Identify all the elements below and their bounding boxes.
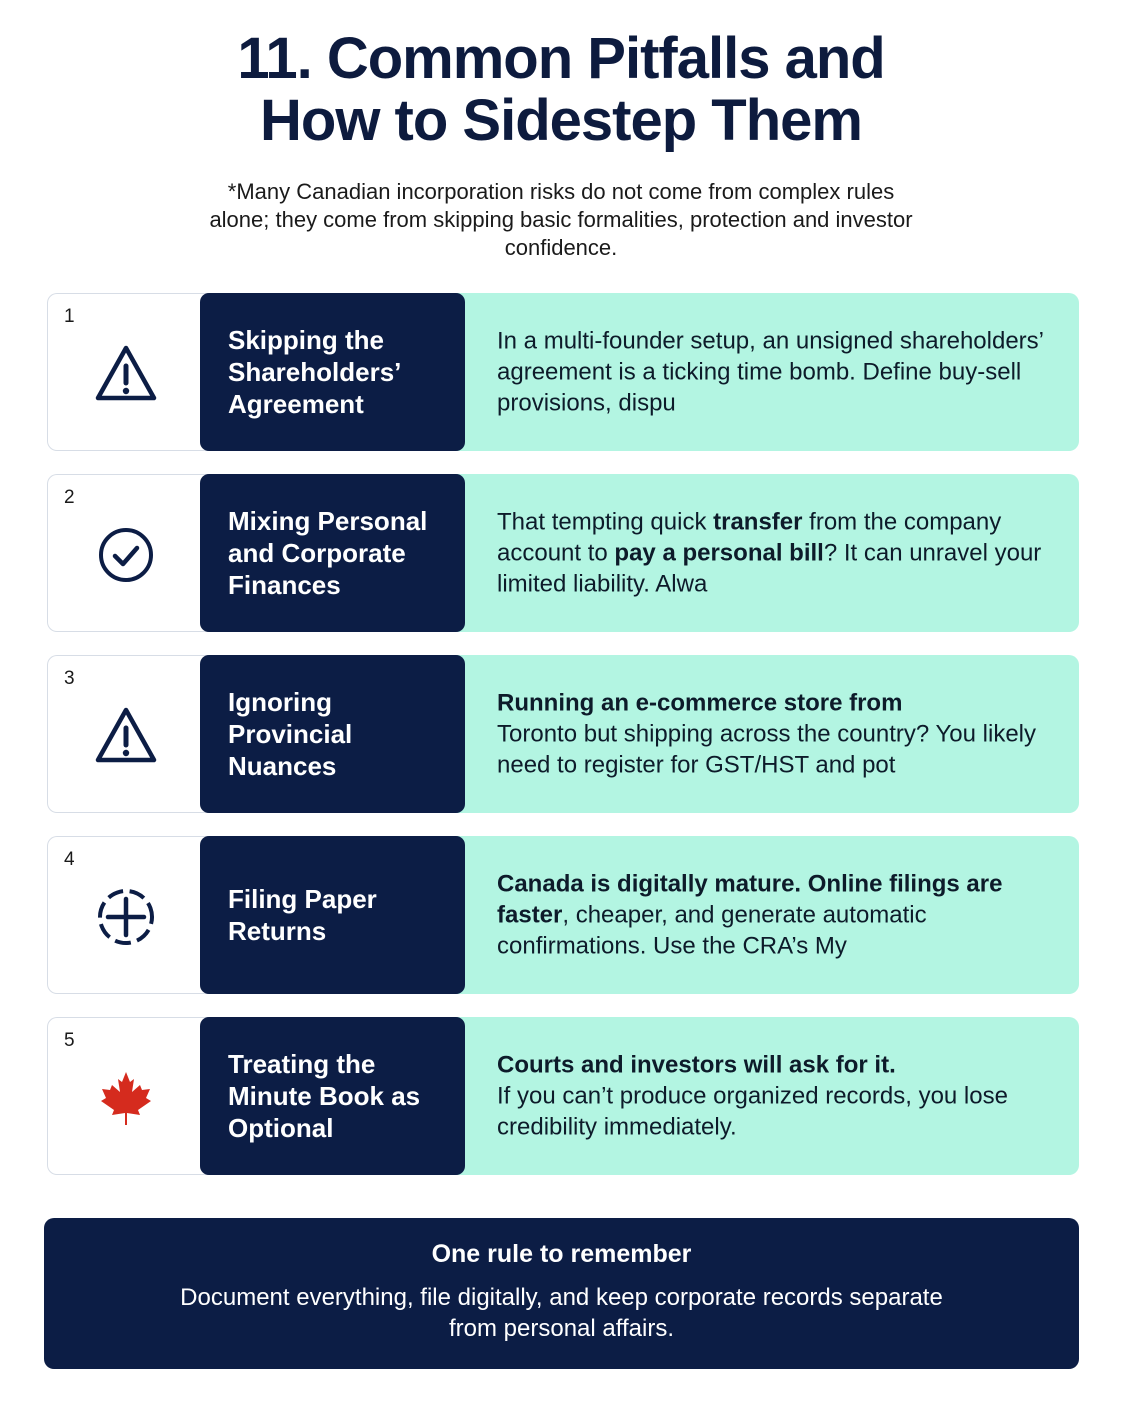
pitfall-description (497, 507, 1057, 600)
pitfall-title: Mixing Personal and Corporate Finances (228, 506, 428, 600)
pitfall-number: 1 (64, 306, 75, 327)
pitfall-number: 2 (64, 487, 75, 508)
pitfall-title-cell (200, 474, 465, 632)
desc-text: In a multi-founder setup, an unsigned shareholders’ agreement is a ticking time bomb. Define buy-sell provisions, dispu (497, 327, 1044, 417)
pitfall-title-cell (200, 836, 465, 994)
pitfall-desc-cell (447, 655, 1079, 813)
page-title (0, 28, 1122, 152)
rule-callout-title: One rule to remember (431, 1240, 692, 1268)
rule-callout-text: Document everything, file digitally, and keep corporate records separate from personal affairs. (180, 1284, 943, 1342)
pitfall-desc-cell (447, 1017, 1079, 1175)
pitfall-title-cell (200, 293, 465, 451)
pitfall-title: Treating the Minute Book as Optional (228, 1049, 421, 1143)
pitfall-description (497, 1050, 1057, 1143)
desc-text: from the company account to (497, 508, 1002, 567)
check-circle-icon (90, 519, 162, 591)
pitfall-title: Skipping the Shareholders’ Agreement (228, 325, 400, 419)
desc-text: ? It can unravel your limited liability. Alwa (497, 539, 1042, 598)
pitfall-description (497, 326, 1057, 419)
rule-callout (44, 1218, 1079, 1369)
pitfall-number: 3 (64, 668, 75, 689)
desc-emphasis: Running an e-commerce store from (497, 689, 903, 717)
desc-text: Toronto but shipping across the country? You likely need to register for GST/HST and pot (497, 720, 1037, 779)
warning-triangle-icon (90, 700, 162, 772)
pitfall-title: Ignoring Provincial Nuances (228, 687, 353, 781)
pitfall-desc-cell (447, 474, 1079, 632)
pitfall-desc-cell (447, 293, 1079, 451)
desc-emphasis: pay a personal bill (614, 539, 824, 567)
desc-emphasis: transfer (713, 508, 803, 536)
crosshair-plus-icon (90, 881, 162, 953)
pitfall-title-cell (200, 655, 465, 813)
pitfall-row-3 (47, 655, 1079, 813)
pitfall-description (497, 869, 1057, 962)
pitfall-number: 4 (64, 849, 75, 870)
pitfall-desc-cell (447, 836, 1079, 994)
pitfall-title: Filing Paper Returns (228, 884, 377, 946)
pitfall-row-4 (47, 836, 1079, 994)
maple-leaf-icon (90, 1062, 162, 1134)
desc-text: That tempting quick (497, 508, 714, 536)
desc-emphasis: Canada is digitally mature. Online filings are faster (497, 870, 1003, 929)
page-subtitle: *Many Canadian incorporation risks do not come from complex rules alone; they come from skipping basic formalities, protection and investor confidence. (209, 179, 913, 260)
pitfall-row-1 (47, 293, 1079, 451)
pitfall-row-2 (47, 474, 1079, 632)
pitfall-description (497, 688, 1057, 781)
desc-text: , cheaper, and generate automatic confirmations. Use the CRA’s My (497, 901, 927, 960)
desc-text: If you can’t produce organized records, you lose credibility immediately. (497, 1082, 1008, 1141)
pitfall-title-cell (200, 1017, 465, 1175)
warning-triangle-icon (90, 338, 162, 410)
page-title-line1: 11. Common Pitfalls and (237, 26, 885, 91)
pitfall-number: 5 (64, 1030, 75, 1051)
pitfall-list (47, 293, 1079, 1198)
pitfall-row-5 (47, 1017, 1079, 1175)
page-title-line2: How to Sidestep Them (260, 88, 862, 153)
desc-emphasis: Courts and investors will ask for it. (497, 1051, 896, 1079)
